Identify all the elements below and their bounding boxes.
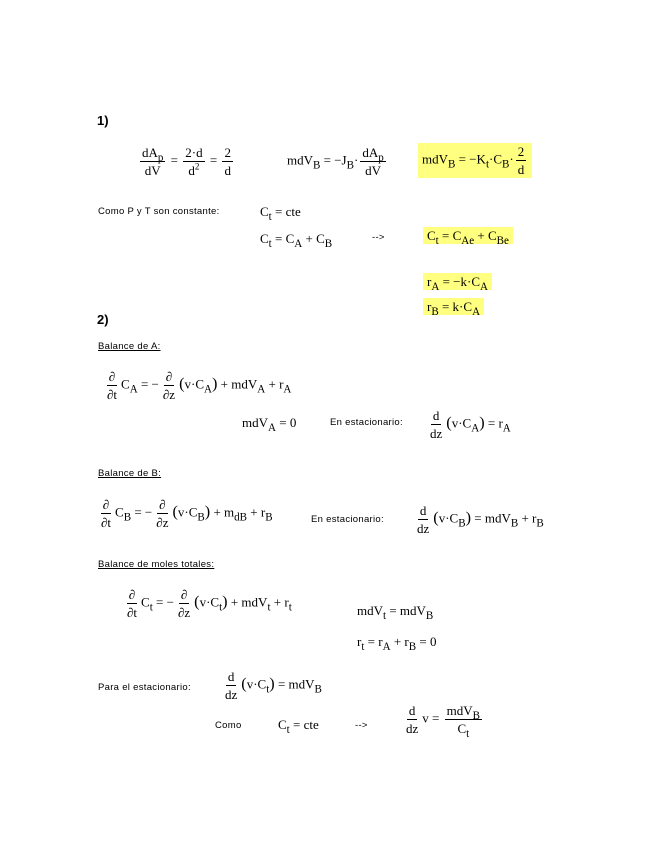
label-balance-a: Balance de A:	[98, 341, 161, 352]
label-para-estacionario: Para el estacionario:	[98, 682, 191, 693]
equation-stationary-a: $\frac{d}{dz}$ $(v\cdot C_A) = r_A$	[430, 408, 511, 441]
arrow-1: -->	[372, 232, 385, 243]
equation-balance-total: $\frac{\partial}{\partial t}$ $C_t$ = − $\frac{\partial}{\partial z}$ $(v\cdot C_t) + mdV_t + r_t$	[127, 587, 292, 620]
highlighted-equation-mdvb: $mdV_B = -K_t\cdot C_B\cdot$ $\frac{2}{d}$	[418, 143, 532, 178]
label-estacionario-b: En estacionario:	[311, 514, 384, 525]
section-1-heading: 1)	[97, 113, 109, 128]
arrow-2: -->	[355, 720, 368, 731]
label-balance-total: Balance de moles totales:	[98, 559, 215, 570]
label-constant: Como P y T son constante:	[98, 206, 220, 217]
equation-stationary-total: $\frac{d}{dz}$ $(v\cdot C_t) = mdV_B$	[225, 669, 322, 702]
section-2-heading: 2)	[97, 312, 109, 327]
equation-ct-cte-2: $C_t$ = cte	[278, 717, 319, 736]
equation-area-ratio: $\frac{dA_p}{dV}$ = $\frac{2\cdot d}{d^2}$ = $\frac{2}{d}$	[142, 145, 231, 178]
equation-rt: $r_t = r_A + r_B = 0$	[357, 634, 437, 653]
equation-mdva-zero: mdV$_A$ = 0	[242, 415, 297, 434]
highlighted-equation-ra: $r_A = -k\cdot C_A$	[423, 273, 492, 290]
highlighted-equation-ct-equilibrium: $C_t = C_{Ae} + C_{Be}$	[423, 227, 513, 244]
label-estacionario-a: En estacionario:	[330, 417, 403, 428]
equation-mdvt: mdV$_t$ = mdV$_B$	[357, 603, 434, 622]
equation-balance-a: $\frac{\partial}{\partial t}$ $C_A$ = − $\frac{\partial}{\partial z}$ $(v\cdot C_A) + mdV_A + r_A$	[107, 369, 292, 402]
label-como: Como	[215, 720, 242, 731]
highlighted-equation-rb: $r_B = k\cdot C_A$	[423, 298, 484, 315]
equation-mdvb-flux: $mdV_B = -J_B\cdot$ $\frac{dA_p}{dV}$	[287, 145, 384, 178]
equation-velocity-gradient: $\frac{d}{dz}$ v = $\frac{mdV_B}{C_t}$	[406, 703, 480, 740]
equation-ct-cte: $C_t$ = cte	[260, 204, 301, 223]
equation-stationary-b: $\frac{d}{dz}$ $(v\cdot C_B) = mdV_B + r_B$	[417, 503, 544, 536]
equation-balance-b: $\frac{\partial}{\partial t}$ $C_B$ = − $\frac{\partial}{\partial z}$ $(v\cdot C_B) + m_{dB} + r_B$	[101, 497, 273, 530]
equation-ct-sum: $C_t = C_A + C_B$	[260, 231, 333, 250]
label-balance-b: Balance de B:	[98, 468, 162, 479]
